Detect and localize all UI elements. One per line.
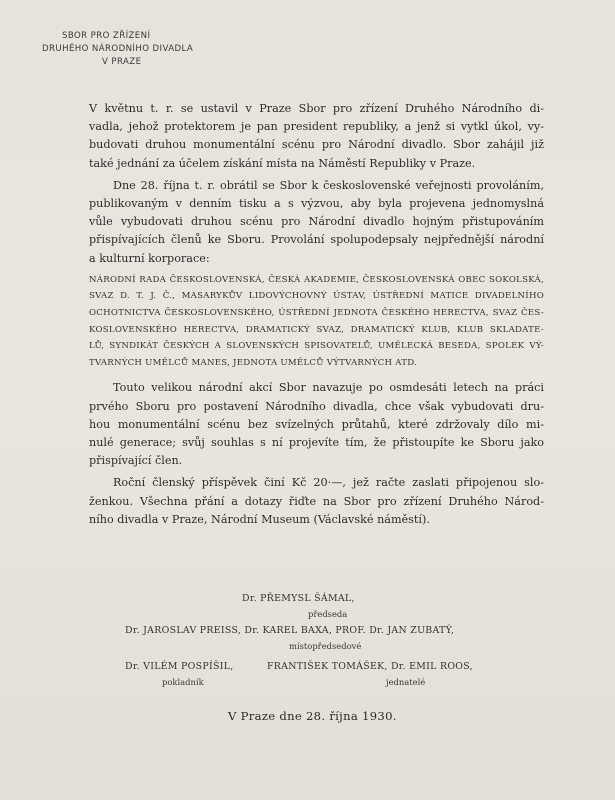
text-line: také jednání za účelem získání místa na Náměstí Republiky v Praze.: [89, 156, 476, 170]
text-line: prvého Sboru pro postavení Národního divadla, chce však vybudovati dru-: [89, 399, 544, 413]
letterhead-line-2: DRUHÉHO NÁRODNÍHO DIVADLA: [42, 44, 194, 54]
corporations-line: LŮ, SYNDIKÁT ČESKÝCH A SLOVENSKÝCH SPISOVATELŮ, UMĚLECKÁ BESEDA, SPOLEK VÝ-: [89, 341, 544, 352]
signature-vice-role: místopředsedové: [289, 641, 362, 651]
letter-body: [89, 100, 544, 533]
signature-pospisil-name: Dr. VILÉM POSPÍŠIL,: [125, 661, 234, 672]
text-line: vůle vybudovati druhou scénu pro Národní divadlo hojným přistupováním: [89, 215, 544, 229]
text-line: přispívající člen.: [89, 454, 183, 468]
text-line: Roční členský příspěvek činí Kč 20·—, jež račte zaslati připojenou slo-: [113, 476, 544, 490]
text-line: ženkou. Všechna přání a dotazy řiďte na Sbor pro zřízení Druhého Národ-: [89, 494, 544, 508]
paragraph-3: [89, 379, 544, 470]
text-line: nulé generace; svůj souhlas s ní projevíte tím, že přistoupíte ke Sboru jako: [89, 436, 544, 449]
corporations-line: KOSLOVENSKÉHO HERECTVA, DRAMATICKÝ SVAZ, DRAMATICKÝ KLUB, KLUB SKLADATE-: [89, 324, 544, 335]
paragraph-4: [89, 474, 544, 529]
signature-pospisil-role: pokladník: [162, 677, 204, 687]
date-line: V Praze dne 28. října 1930.: [228, 709, 397, 723]
corporations-line: OCHOTNICTVA ČESKOSLOVENSKÉHO, ÚSTŘEDNÍ JEDNOTA ČESKÉHO HERECTVA, SVAZ ČES-: [89, 308, 544, 319]
signature-secretaries-names: FRANTIŠEK TOMÁŠEK, Dr. EMIL ROOS,: [267, 661, 473, 672]
text-line: Dne 28. října t. r. obrátil se Sbor k československé veřejnosti provoláním,: [113, 178, 544, 192]
text-line: přispívajících členů ke Sboru. Provolání spolupodepsaly nejpřednější národní: [89, 233, 544, 247]
signature-secretaries-role: jednatelé: [386, 677, 426, 687]
letterhead-line-3: V PRAZE: [102, 57, 142, 67]
text-line: a kulturní korporace:: [89, 251, 210, 265]
paragraph-1: [89, 100, 544, 173]
corporations-line: SVAZ D. T. J. Č., MASARYKŮV LIDOVÝCHOVNÝ ÚSTAV, ÚSTŘEDNÍ MATICE DIVADELNÍHO: [89, 291, 544, 302]
signature-vice-names: Dr. JAROSLAV PREISS, Dr. KAREL BAXA, PROF. Dr. JAN ZUBATÝ,: [125, 625, 455, 636]
signature-samal-role: předseda: [308, 609, 348, 619]
text-line: ního divadla v Praze, Národní Museum (Václavské náměstí).: [89, 512, 430, 526]
text-line: hou monumentální scénu bez svízelných průtahů, které zdržovaly dílo mi-: [89, 417, 544, 431]
text-line: Touto velikou národní akcí Sbor navazuje po osmdesáti letech na práci: [113, 381, 544, 395]
letterhead: [42, 30, 242, 69]
corporations-line: NÁRODNÍ RADA ČESKOSLOVENSKÁ, ČESKÁ AKADEMIE, ČESKOSLOVENSKÁ OBEC SOKOLSKÁ,: [89, 274, 544, 285]
text-line: vadla, jehož protektorem je pan president republiky, a jenž si vytkl úkol, vy-: [89, 120, 544, 134]
corporations-list: [89, 272, 544, 372]
text-line: publikovaným v denním tisku a s výzvou, aby byla projevena jednomyslná: [89, 197, 544, 211]
text-line: budovati druhou monumentální scénu pro Národní divadlo. Sbor zahájil již: [89, 138, 544, 152]
corporations-line: TVARNÝCH UMĚLCŮ MANES, JEDNOTA UMĚLCŮ VÝTVARNÝCH ATD.: [89, 357, 418, 368]
signature-samal-name: Dr. PŘEMYSL ŠÁMAL,: [242, 593, 355, 604]
letterhead-line-1: SBOR PRO ZŘÍZENÍ: [62, 31, 151, 41]
paragraph-2: [89, 177, 544, 268]
text-line: V květnu t. r. se ustavil v Praze Sbor pro zřízení Druhého Národního di-: [89, 102, 544, 115]
